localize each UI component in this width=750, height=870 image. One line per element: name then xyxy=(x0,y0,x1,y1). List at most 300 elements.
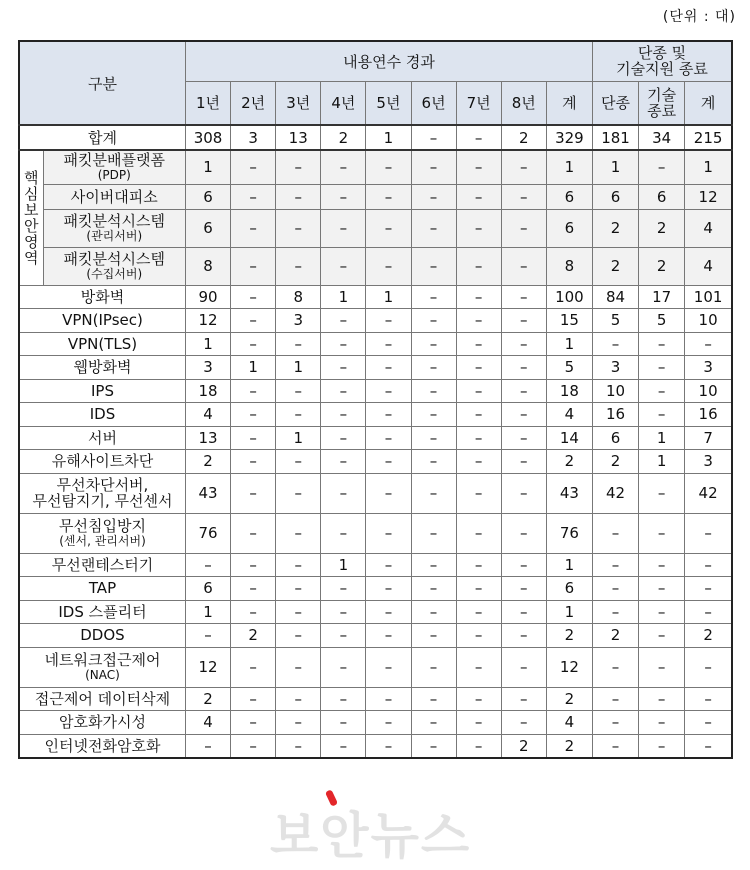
table-cell: – xyxy=(185,734,230,758)
row-label xyxy=(19,426,185,450)
row-label-main: 방화벽 xyxy=(80,287,125,306)
table-cell: – xyxy=(321,209,366,247)
table-cell: – xyxy=(639,647,685,687)
table-cell: – xyxy=(456,647,501,687)
row-label-main: 네트워크접근제어 xyxy=(44,651,161,669)
table-cell: – xyxy=(411,577,456,601)
table-cell: – xyxy=(321,473,366,513)
header-discontinued-group xyxy=(592,41,732,81)
row-label-sub: (PDP) xyxy=(97,168,131,183)
table-cell: – xyxy=(592,553,638,577)
table-cell: – xyxy=(456,356,501,380)
row-label xyxy=(43,209,185,247)
table-cell: – xyxy=(411,553,456,577)
row-label: 합계 xyxy=(19,125,185,150)
table-cell: – xyxy=(366,332,411,356)
core-area-char: 역 xyxy=(24,248,39,267)
table-cell: – xyxy=(321,687,366,711)
row-label-main: 무선차단서버, xyxy=(56,476,149,494)
table-cell: – xyxy=(592,332,638,356)
table-cell: 5 xyxy=(592,309,638,333)
table-cell: – xyxy=(366,553,411,577)
header-col: 5년 xyxy=(366,81,411,125)
row-label-sub: (관리서버) xyxy=(86,229,143,243)
row-label-main: 웹방화벽 xyxy=(73,358,132,377)
table-cell: – xyxy=(639,473,685,513)
table-row xyxy=(19,309,732,333)
table-cell: 2 xyxy=(185,450,230,474)
table-cell: – xyxy=(456,150,501,184)
row-label-sub: (수집서버) xyxy=(86,267,143,281)
table-cell: – xyxy=(321,600,366,624)
table-cell: – xyxy=(231,687,276,711)
header-disc-col: 단종 xyxy=(592,81,638,125)
table-cell: 2 xyxy=(639,247,685,285)
table-row xyxy=(19,513,732,553)
table-cell: – xyxy=(321,309,366,333)
table-cell: – xyxy=(366,247,411,285)
table-cell: – xyxy=(411,247,456,285)
table-cell: – xyxy=(366,209,411,247)
table-cell: 2 xyxy=(231,624,276,648)
table-cell: – xyxy=(501,426,546,450)
table-cell: – xyxy=(501,379,546,403)
row-label-main: IDS xyxy=(89,405,116,424)
table-cell: – xyxy=(639,379,685,403)
table-cell: 3 xyxy=(592,356,638,380)
row-label xyxy=(19,647,185,687)
table-cell: 1 xyxy=(276,426,321,450)
table-cell: 1 xyxy=(185,332,230,356)
table-cell: – xyxy=(501,403,546,427)
table-cell: – xyxy=(185,553,230,577)
table-cell: – xyxy=(411,450,456,474)
table-cell: – xyxy=(366,513,411,553)
table-cell: 4 xyxy=(685,209,732,247)
table-cell: – xyxy=(456,332,501,356)
table-row xyxy=(19,624,732,648)
table-cell: 5 xyxy=(639,309,685,333)
table-cell: – xyxy=(501,473,546,513)
table-cell: – xyxy=(501,577,546,601)
table-cell: – xyxy=(456,513,501,553)
table-cell: – xyxy=(321,332,366,356)
table-cell: – xyxy=(456,553,501,577)
table-cell: – xyxy=(276,624,321,648)
table-cell: 8 xyxy=(546,247,592,285)
table-cell: 6 xyxy=(592,426,638,450)
table-cell: 3 xyxy=(276,309,321,333)
row-label xyxy=(19,734,185,758)
table-cell: – xyxy=(501,209,546,247)
table-cell: 12 xyxy=(185,647,230,687)
table-cell: 12 xyxy=(685,184,732,209)
table-cell: 18 xyxy=(185,379,230,403)
row-label xyxy=(43,247,185,285)
table-cell: – xyxy=(321,426,366,450)
table-cell: – xyxy=(501,624,546,648)
table-cell: – xyxy=(501,600,546,624)
table-cell: – xyxy=(366,600,411,624)
table-cell: 215 xyxy=(685,125,732,150)
table-cell: – xyxy=(366,687,411,711)
table-cell: – xyxy=(685,687,732,711)
table-cell: 43 xyxy=(185,473,230,513)
table-row xyxy=(19,577,732,601)
row-label-main: IPS xyxy=(90,381,114,400)
table-cell: – xyxy=(592,734,638,758)
table-cell: – xyxy=(456,184,501,209)
row-label-line2: 무선탐지기, 무선센서 xyxy=(32,492,173,510)
table-cell: – xyxy=(366,426,411,450)
table-cell: 6 xyxy=(185,184,230,209)
table-cell: – xyxy=(366,150,411,184)
row-label xyxy=(19,624,185,648)
table-cell: – xyxy=(366,647,411,687)
table-cell: 101 xyxy=(685,285,732,309)
table-cell: – xyxy=(501,285,546,309)
table-cell: – xyxy=(456,309,501,333)
header-elapsed-group: 내용연수 경과 xyxy=(185,41,592,81)
table-cell: 2 xyxy=(321,125,366,150)
table-cell: – xyxy=(276,600,321,624)
table-row xyxy=(19,450,732,474)
table-cell: 181 xyxy=(592,125,638,150)
table-cell: – xyxy=(411,309,456,333)
table-cell: – xyxy=(411,125,456,150)
table-cell: 3 xyxy=(685,356,732,380)
table-cell: 1 xyxy=(366,285,411,309)
table-cell: – xyxy=(366,403,411,427)
table-cell: 2 xyxy=(592,450,638,474)
table-cell: – xyxy=(231,426,276,450)
table-cell: – xyxy=(276,647,321,687)
header-disc-col: 계 xyxy=(685,81,732,125)
header-col: 계 xyxy=(546,81,592,125)
table-cell: – xyxy=(411,711,456,735)
row-label-main: IDS 스플리터 xyxy=(58,602,147,621)
table-cell: – xyxy=(231,647,276,687)
row-label-main: TAP xyxy=(88,579,117,598)
core-area-char: 보 xyxy=(24,200,39,219)
header-col: 7년 xyxy=(456,81,501,125)
table-cell: – xyxy=(639,356,685,380)
table-cell: – xyxy=(456,125,501,150)
table-cell: – xyxy=(501,309,546,333)
table-cell: – xyxy=(411,473,456,513)
row-label-sub: (NAC) xyxy=(85,668,120,682)
table-cell: – xyxy=(411,647,456,687)
table-cell: – xyxy=(639,600,685,624)
table-cell: 2 xyxy=(546,734,592,758)
table-cell: – xyxy=(321,577,366,601)
row-label-main: 패킷분석시스템 xyxy=(63,212,165,230)
table-cell: – xyxy=(411,285,456,309)
table-cell: – xyxy=(276,734,321,758)
table-cell: 15 xyxy=(546,309,592,333)
table-cell: 1 xyxy=(546,150,592,184)
header-discontinued-line2: 기술지원 종료 xyxy=(616,60,708,79)
table-row xyxy=(19,379,732,403)
table-cell: 6 xyxy=(546,209,592,247)
row-label xyxy=(19,711,185,735)
core-area-char: 영 xyxy=(24,232,39,251)
table-cell: – xyxy=(685,553,732,577)
table-cell: – xyxy=(276,687,321,711)
table-cell: – xyxy=(456,403,501,427)
table-cell: – xyxy=(639,734,685,758)
table-cell: 3 xyxy=(185,356,230,380)
table-cell: – xyxy=(276,403,321,427)
table-cell: – xyxy=(231,184,276,209)
table-cell: – xyxy=(231,734,276,758)
row-label xyxy=(19,577,185,601)
table-cell: 14 xyxy=(546,426,592,450)
table-cell: 308 xyxy=(185,125,230,150)
table-cell: 329 xyxy=(546,125,592,150)
table-cell: 2 xyxy=(501,125,546,150)
table-cell: – xyxy=(501,450,546,474)
table-cell: – xyxy=(685,513,732,553)
table-cell: 2 xyxy=(546,450,592,474)
table-cell: – xyxy=(685,711,732,735)
table-cell: 4 xyxy=(546,403,592,427)
table-cell: – xyxy=(639,687,685,711)
table-cell: – xyxy=(456,247,501,285)
table-cell: 1 xyxy=(366,125,411,150)
table-cell: 4 xyxy=(185,711,230,735)
table-cell: – xyxy=(456,285,501,309)
table-cell: 2 xyxy=(592,209,638,247)
header-col: 2년 xyxy=(231,81,276,125)
table-cell: – xyxy=(456,624,501,648)
row-label xyxy=(19,332,185,356)
table-cell: – xyxy=(456,600,501,624)
table-cell: – xyxy=(321,150,366,184)
header-category: 구분 xyxy=(19,41,185,125)
table-cell: – xyxy=(231,247,276,285)
table-cell: – xyxy=(276,450,321,474)
table-row xyxy=(19,600,732,624)
table-row xyxy=(19,426,732,450)
table-cell: 1 xyxy=(639,450,685,474)
table-cell: – xyxy=(276,553,321,577)
table-cell: – xyxy=(639,711,685,735)
table-cell: – xyxy=(276,247,321,285)
table-cell: – xyxy=(411,150,456,184)
table-cell: – xyxy=(592,711,638,735)
table-cell: – xyxy=(411,426,456,450)
table-cell: 12 xyxy=(546,647,592,687)
row-label-main: 무선침입방지 xyxy=(59,517,146,535)
row-label xyxy=(19,403,185,427)
table-cell: – xyxy=(276,711,321,735)
table-cell: – xyxy=(411,184,456,209)
table-cell: 1 xyxy=(546,600,592,624)
table-cell: – xyxy=(321,450,366,474)
table-cell: – xyxy=(639,553,685,577)
table-cell: – xyxy=(411,356,456,380)
table-cell: – xyxy=(639,332,685,356)
table-cell: – xyxy=(456,687,501,711)
table-cell: – xyxy=(366,473,411,513)
table-cell: – xyxy=(501,356,546,380)
table-cell: 13 xyxy=(185,426,230,450)
table-cell: – xyxy=(501,553,546,577)
table-cell: – xyxy=(321,403,366,427)
table-row xyxy=(19,473,732,513)
table-cell: 10 xyxy=(685,309,732,333)
table-cell: – xyxy=(231,600,276,624)
table-cell: 42 xyxy=(592,473,638,513)
table-cell: – xyxy=(231,513,276,553)
table-row xyxy=(19,711,732,735)
row-label-main: 패킷분석시스템 xyxy=(63,250,165,268)
table-cell: – xyxy=(501,647,546,687)
table-cell: – xyxy=(411,624,456,648)
table-cell: – xyxy=(456,379,501,403)
table-cell: 8 xyxy=(276,285,321,309)
row-label-main: 암호화가시성 xyxy=(59,713,146,732)
table-cell: – xyxy=(456,734,501,758)
table-cell: – xyxy=(501,332,546,356)
table-cell: 4 xyxy=(185,403,230,427)
table-cell: – xyxy=(231,309,276,333)
table-cell: – xyxy=(592,687,638,711)
table-cell: – xyxy=(276,473,321,513)
table-cell: – xyxy=(456,577,501,601)
table-cell: 2 xyxy=(592,247,638,285)
table-row xyxy=(19,647,732,687)
table-cell: – xyxy=(231,450,276,474)
table-cell: 10 xyxy=(685,379,732,403)
table-cell: 2 xyxy=(501,734,546,758)
table-cell: – xyxy=(639,403,685,427)
table-cell: 34 xyxy=(639,125,685,150)
header-col: 4년 xyxy=(321,81,366,125)
table-cell: – xyxy=(231,379,276,403)
table-cell: 6 xyxy=(185,209,230,247)
table-cell: 2 xyxy=(546,624,592,648)
table-cell: 4 xyxy=(685,247,732,285)
row-label xyxy=(19,513,185,553)
row-label xyxy=(19,285,185,309)
table-cell: 1 xyxy=(321,553,366,577)
table-cell: – xyxy=(276,209,321,247)
row-label xyxy=(19,450,185,474)
table-cell: – xyxy=(231,403,276,427)
table-cell: – xyxy=(411,513,456,553)
table-row xyxy=(19,332,732,356)
table-cell: – xyxy=(456,473,501,513)
table-cell: – xyxy=(276,379,321,403)
table-cell: 12 xyxy=(185,309,230,333)
table-cell: – xyxy=(685,577,732,601)
table-cell: – xyxy=(276,513,321,553)
row-label-main: VPN(IPsec) xyxy=(62,311,143,330)
table-row xyxy=(19,687,732,711)
table-cell: – xyxy=(639,577,685,601)
row-label-main: 유해사이트차단 xyxy=(51,452,154,471)
table-cell: – xyxy=(501,513,546,553)
table-cell: 1 xyxy=(639,426,685,450)
core-area-char: 안 xyxy=(24,216,39,235)
table-row-total xyxy=(19,125,732,150)
unit-label: (단위 : 대) xyxy=(662,9,736,25)
table-cell: – xyxy=(411,379,456,403)
table-row xyxy=(19,285,732,309)
header-disc-col-line2: 종료 xyxy=(647,101,677,120)
table-cell: 17 xyxy=(639,285,685,309)
table-cell: – xyxy=(366,624,411,648)
table-cell: – xyxy=(321,647,366,687)
header-disc-col-line1: 기술 xyxy=(647,85,677,104)
table-cell: 1 xyxy=(185,150,230,184)
table-cell: – xyxy=(501,184,546,209)
table-cell: – xyxy=(501,711,546,735)
table-cell: – xyxy=(501,247,546,285)
row-label xyxy=(19,473,185,513)
table-cell: 4 xyxy=(546,711,592,735)
row-label-main: VPN(TLS) xyxy=(67,334,138,353)
core-area-char: 핵 xyxy=(24,168,39,187)
table-cell: 2 xyxy=(185,687,230,711)
table-cell: 18 xyxy=(546,379,592,403)
table-cell: – xyxy=(685,600,732,624)
table-cell: – xyxy=(411,403,456,427)
table-cell: 8 xyxy=(185,247,230,285)
table-cell: – xyxy=(321,379,366,403)
table-cell: – xyxy=(321,711,366,735)
table-cell: – xyxy=(276,332,321,356)
row-label xyxy=(19,687,185,711)
table-cell: 1 xyxy=(321,285,366,309)
watermark-logo: 보안뉴스 xyxy=(270,807,472,865)
row-label-sub: (센서, 관리서버) xyxy=(59,534,146,548)
table-cell: – xyxy=(231,473,276,513)
table-cell: – xyxy=(185,624,230,648)
table-cell: – xyxy=(456,450,501,474)
table-cell: – xyxy=(592,647,638,687)
table-cell: – xyxy=(321,247,366,285)
table-cell: – xyxy=(231,332,276,356)
table-cell: – xyxy=(366,379,411,403)
table-cell: – xyxy=(366,450,411,474)
table-row xyxy=(19,184,732,209)
row-label xyxy=(19,309,185,333)
table-cell: 7 xyxy=(685,426,732,450)
table-cell: – xyxy=(685,647,732,687)
table-cell: 1 xyxy=(185,600,230,624)
table-cell: 1 xyxy=(231,356,276,380)
table-cell: 10 xyxy=(592,379,638,403)
row-label-main: 인터넷전화암호화 xyxy=(44,736,161,755)
table-cell: 16 xyxy=(592,403,638,427)
row-label xyxy=(19,600,185,624)
table-cell: 6 xyxy=(185,577,230,601)
table-cell: – xyxy=(321,624,366,648)
table-cell: 42 xyxy=(685,473,732,513)
table-cell: 3 xyxy=(231,125,276,150)
table-cell: – xyxy=(685,734,732,758)
table-cell: 2 xyxy=(546,687,592,711)
header-col: 8년 xyxy=(501,81,546,125)
table-cell: – xyxy=(411,734,456,758)
table-cell: – xyxy=(231,209,276,247)
header-col: 1년 xyxy=(185,81,230,125)
table-cell: – xyxy=(411,600,456,624)
header-col: 3년 xyxy=(276,81,321,125)
